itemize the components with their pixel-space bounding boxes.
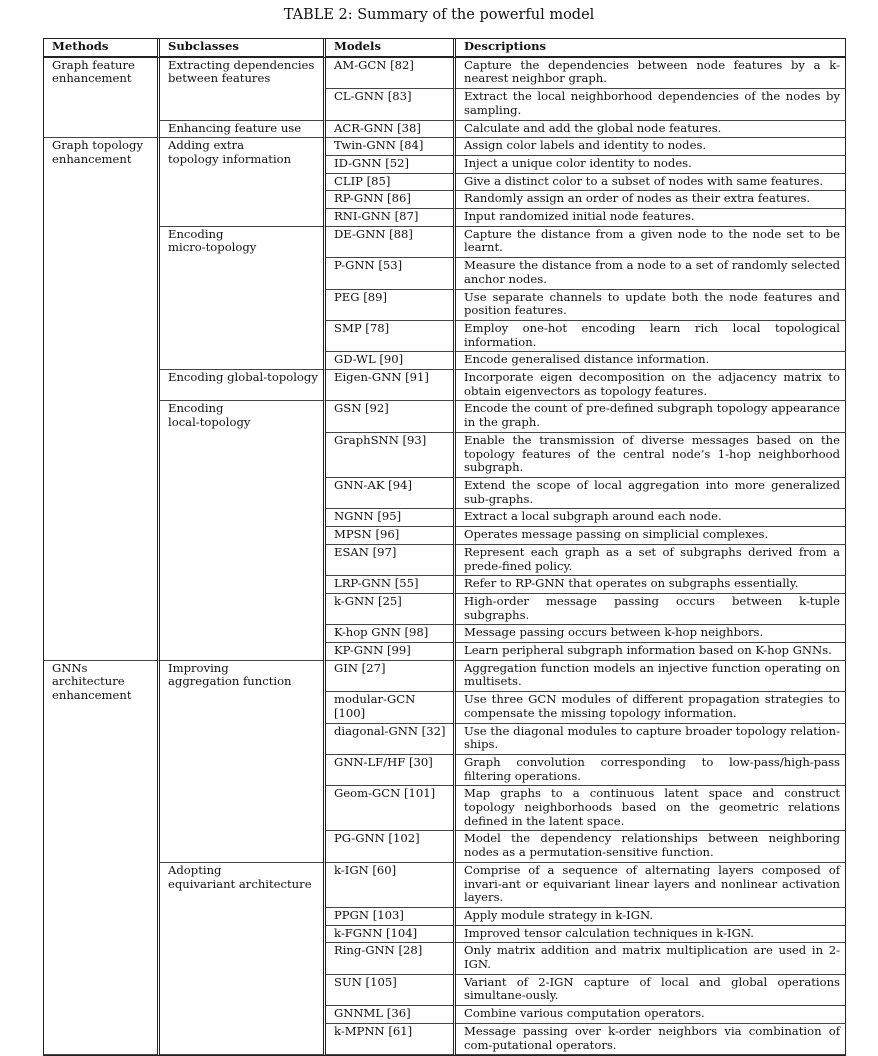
description-cell: Use the diagonal modules to capture broader topology relation-ships.	[456, 724, 846, 755]
model-cell: PEG [89]	[326, 290, 456, 321]
model-cell: ID-GNN [52]	[326, 156, 456, 174]
description-cell: Variant of 2-IGN capture of local and global operations simultane-ously.	[456, 975, 846, 1006]
model-cell: GNN-LF/HF [30]	[326, 755, 456, 786]
table-row	[43, 370, 846, 401]
description-cell: High-order message passing occurs between k-tuple subgraphs.	[456, 594, 846, 625]
model-cell: SMP [78]	[326, 321, 456, 352]
subclass-cell: Improving aggregation function	[160, 661, 326, 863]
subclass-cell: Extracting dependencies between features	[160, 58, 326, 121]
table-row	[43, 863, 846, 908]
description-cell: Inject a unique color identity to nodes.	[456, 156, 846, 174]
model-cell: Ring-GNN [28]	[326, 943, 456, 974]
header-row	[43, 39, 846, 58]
model-cell: diagonal-GNN [32]	[326, 724, 456, 755]
model-cell: RNI-GNN [87]	[326, 209, 456, 227]
description-cell: Message passing occurs between k-hop neighbors.	[456, 625, 846, 643]
subclass-cell: Enhancing feature use	[160, 121, 326, 139]
description-cell: Give a distinct color to a subset of nodes with same features.	[456, 174, 846, 192]
model-cell: AM-GCN [82]	[326, 58, 456, 89]
model-cell: Twin-GNN [84]	[326, 138, 456, 156]
description-cell: Learn peripheral subgraph information based on K-hop GNNs.	[456, 643, 846, 661]
description-cell: Map graphs to a continuous latent space and construct topology neighborhoods based on the geometric relations defined in the latent space.	[456, 786, 846, 831]
subclass-cell: Encoding local-topology	[160, 401, 326, 660]
description-cell: Only matrix addition and matrix multiplication are used in 2-IGN.	[456, 943, 846, 974]
model-cell: Geom-GCN [101]	[326, 786, 456, 831]
model-cell: MPSN [96]	[326, 527, 456, 545]
description-cell: Randomly assign an order of nodes as their extra features.	[456, 191, 846, 209]
description-cell: Employ one-hot encoding learn rich local topological information.	[456, 321, 846, 352]
method-cell: Graph topology enhancement	[43, 138, 160, 661]
description-cell: Use three GCN modules of different propagation strategies to compensate the missing topology information.	[456, 692, 846, 723]
description-cell: Combine various computation operators.	[456, 1006, 846, 1024]
description-cell: Capture the distance from a given node to the node set to be learnt.	[456, 227, 846, 258]
description-cell: Aggregation function models an injective function operating on multisets.	[456, 661, 846, 692]
description-cell: Extract a local subgraph around each node.	[456, 509, 846, 527]
header-descriptions: Descriptions	[456, 39, 846, 58]
description-cell: Represent each graph as a set of subgraphs derived from a prede-fined policy.	[456, 545, 846, 576]
description-cell: Extend the scope of local aggregation into more generalized sub-graphs.	[456, 478, 846, 509]
description-cell: Use separate channels to update both the node features and position features.	[456, 290, 846, 321]
model-cell: NGNN [95]	[326, 509, 456, 527]
description-cell: Refer to RP-GNN that operates on subgraphs essentially.	[456, 576, 846, 594]
model-cell: K-hop GNN [98]	[326, 625, 456, 643]
model-cell: GraphSNN [93]	[326, 433, 456, 478]
model-cell: GD-WL [90]	[326, 352, 456, 370]
model-cell: ESAN [97]	[326, 545, 456, 576]
description-cell: Message passing over k-order neighbors via combination of com-putational operators.	[456, 1024, 846, 1055]
model-cell: GSN [92]	[326, 401, 456, 432]
subclass-cell: Encoding global-topology	[160, 370, 326, 401]
model-cell: k-FGNN [104]	[326, 926, 456, 944]
model-cell: modular-GCN [100]	[326, 692, 456, 723]
description-cell: Capture the dependencies between node features by a k-nearest neighbor graph.	[456, 58, 846, 89]
header-models: Models	[326, 39, 456, 58]
description-cell: Incorporate eigen decomposition on the adjacency matrix to obtain eigenvectors as topology features.	[456, 370, 846, 401]
description-cell: Model the dependency relationships between neighboring nodes as a permutation-sensitive function.	[456, 831, 846, 862]
description-cell: Extract the local neighborhood dependencies of the nodes by sampling.	[456, 89, 846, 120]
model-cell: k-IGN [60]	[326, 863, 456, 908]
description-cell: Encode generalised distance information.	[456, 352, 846, 370]
table-row	[43, 227, 846, 258]
model-cell: SUN [105]	[326, 975, 456, 1006]
model-cell: P-GNN [53]	[326, 258, 456, 289]
model-cell: DE-GNN [88]	[326, 227, 456, 258]
model-cell: k-MPNN [61]	[326, 1024, 456, 1055]
header-methods: Methods	[43, 39, 160, 58]
model-cell: LRP-GNN [55]	[326, 576, 456, 594]
model-cell: GNN-AK [94]	[326, 478, 456, 509]
description-cell: Encode the count of pre-defined subgraph topology appearance in the graph.	[456, 401, 846, 432]
subclass-cell: Encoding micro-topology	[160, 227, 326, 370]
table-caption: TABLE 2: Summary of the powerful model	[283, 7, 595, 23]
model-cell: ACR-GNN [38]	[326, 121, 456, 139]
subclass-cell: Adopting equivariant architecture	[160, 863, 326, 1055]
model-cell: k-GNN [25]	[326, 594, 456, 625]
summary-table	[43, 38, 846, 1056]
table-row	[43, 661, 846, 692]
description-cell: Graph convolution corresponding to low-pass/high-pass filtering operations.	[456, 755, 846, 786]
table-row	[43, 121, 846, 139]
model-cell: CLIP [85]	[326, 174, 456, 192]
description-cell: Apply module strategy in k-IGN.	[456, 908, 846, 926]
method-cell: Graph feature enhancement	[43, 58, 160, 139]
table-body	[43, 58, 846, 1056]
header-subclasses: Subclasses	[160, 39, 326, 58]
model-cell: PPGN [103]	[326, 908, 456, 926]
model-cell: KP-GNN [99]	[326, 643, 456, 661]
table-row	[43, 401, 846, 432]
description-cell: Measure the distance from a node to a set of randomly selected anchor nodes.	[456, 258, 846, 289]
model-cell: GIN [27]	[326, 661, 456, 692]
description-cell: Assign color labels and identity to nodes.	[456, 138, 846, 156]
model-cell: CL-GNN [83]	[326, 89, 456, 120]
description-cell: Operates message passing on simplicial complexes.	[456, 527, 846, 545]
method-cell: GNNs architecture enhancement	[43, 661, 160, 1056]
table-row	[43, 58, 846, 89]
description-cell: Comprise of a sequence of alternating layers composed of invari-ant or equivariant linear layers and nonlinear activation layers.	[456, 863, 846, 908]
subclass-cell: Adding extra topology information	[160, 138, 326, 227]
model-cell: RP-GNN [86]	[326, 191, 456, 209]
model-cell: Eigen-GNN [91]	[326, 370, 456, 401]
description-cell: Enable the transmission of diverse messages based on the topology features of the central node’s 1-hop neighborhood subgraph.	[456, 433, 846, 478]
description-cell: Improved tensor calculation techniques in k-IGN.	[456, 926, 846, 944]
model-cell: PG-GNN [102]	[326, 831, 456, 862]
table-row	[43, 138, 846, 156]
description-cell: Calculate and add the global node features.	[456, 121, 846, 139]
model-cell: GNNML [36]	[326, 1006, 456, 1024]
description-cell: Input randomized initial node features.	[456, 209, 846, 227]
